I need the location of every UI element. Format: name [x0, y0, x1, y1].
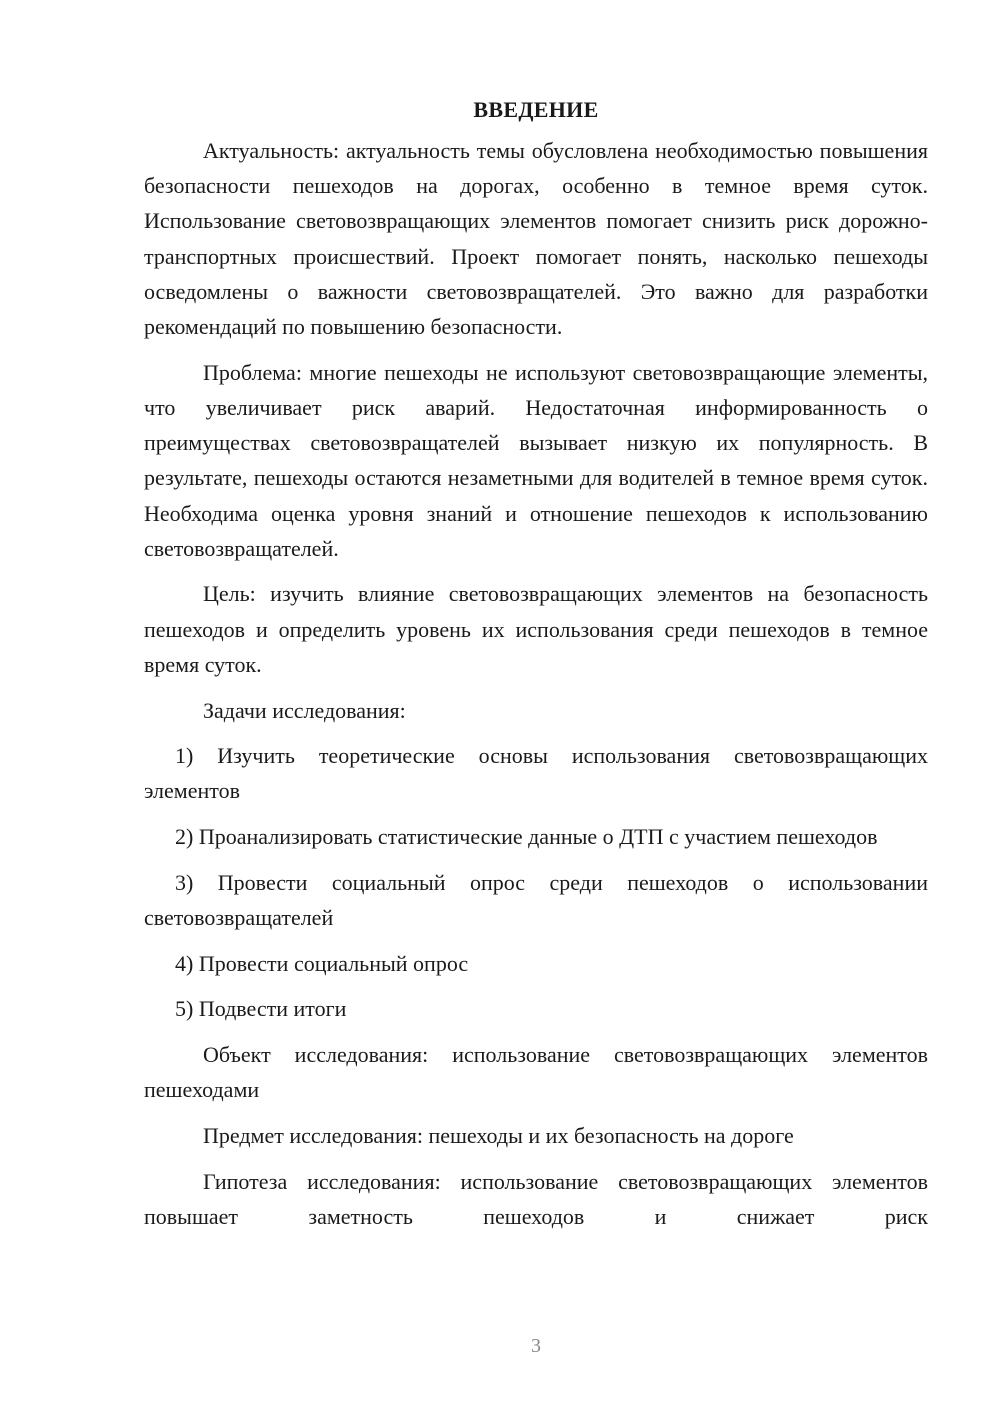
goal-paragraph: Цель: изучить влияние световозвращающих элементов на безопасность пешеходов и определить уровень их использования среди пешеходов в темное время суток. [144, 581, 928, 677]
problem-paragraph: Проблема: многие пешеходы не используют световозвращающие элементы, что увеличивает риск аварий. Недостаточная информированность о преимуществах световозвращателей вызывает низкую их популярность. В результате, пешеходы остаются незаметными для водителей в темное время суток. Необходима оценка уровня знаний и отношение пешеходов к использованию световозвращателей. [144, 359, 928, 561]
task-item-5: 5) Подвести итоги [175, 996, 347, 1022]
tasks-heading: Задачи исследования: [203, 697, 406, 723]
page-number: 3 [531, 1335, 541, 1357]
relevance-paragraph: Актуальность: актуальность темы обусловлена необходимостью повышения безопасности пешеходов на дорогах, особенно в темное время суток. Использование световозвращающих элементов помогает снизить риск дорожно-транспортных происшествий. Проект помогает понять, насколько пешеходы осведомлены о важности световозвращателей. Это важно для разработки рекомендаций по повышению безопасности. [144, 138, 928, 340]
subject-paragraph: Предмет исследования: пешеходы и их безопасность на дороге [203, 1123, 794, 1149]
task-item-3: 3) Провести социальный опрос среди пешеходов о использовании световозвращателей [144, 869, 928, 931]
task-item-4: 4) Провести социальный опрос [175, 950, 469, 976]
task-item-2: 2) Проанализировать статистические данные о ДТП с участием пешеходов [175, 824, 878, 850]
task-item-1: 1) Изучить теоретические основы использования световозвращающих элементов [144, 743, 928, 804]
hypothesis-paragraph: Гипотеза исследования: использование световозвращающих элементов повышает заметность пешеходов и снижает риск [144, 1168, 928, 1229]
page-content [144, 92, 928, 1245]
object-paragraph: Объект исследования: использование световозвращающих элементов пешеходами [144, 1042, 928, 1103]
page-title: ВВЕДЕНИЕ [473, 97, 599, 122]
